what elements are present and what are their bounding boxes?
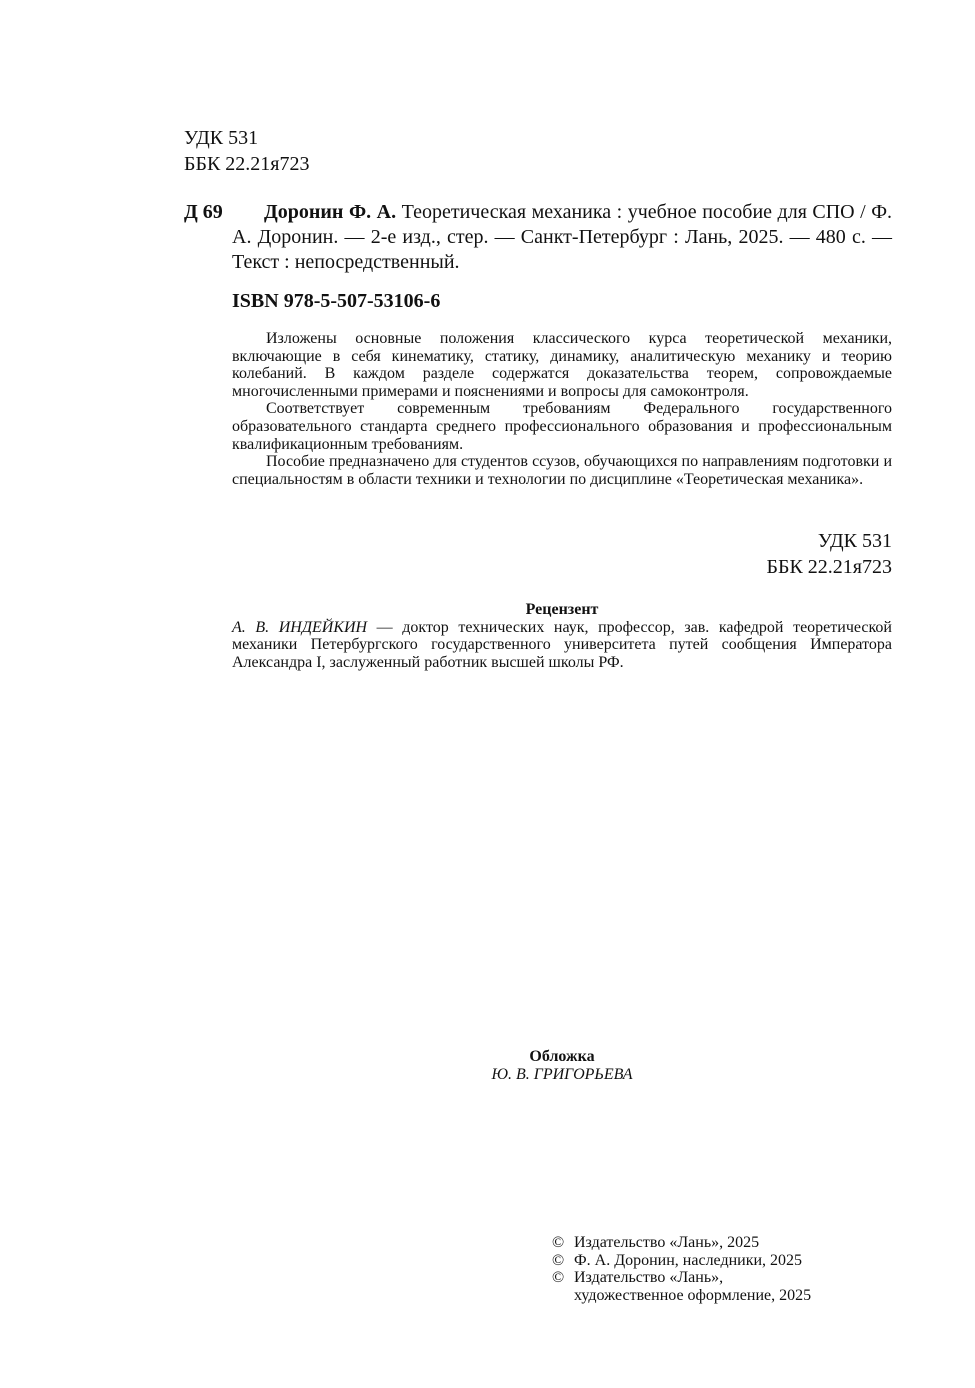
reviewer-description: — доктор технических наук, профессор, зав. кафедрой теоретической механики Петербургского государственного университета путей сообщения Императора Александра I, заслуженный работник высшей школы РФ. [232,618,892,671]
abstract-paragraph: Изложены основные положения классического курса теоретической механики, включающие в себя кинематику, статику, динамику, аналитическую механику и теорию колебаний. В каждом разделе содержатся доказательства теорем, сопровождаемые многочисленными примерами и пояснениями и вопросы для самоконтроля. [232,330,892,400]
abstract [232,330,892,488]
bibliographic-entry [184,200,892,275]
copyright-line [552,1234,882,1252]
cover-designer: Ю. В. ГРИГОРЬЕВА [491,1065,633,1083]
abstract-paragraph: Соответствует современным требованиям Федерального государственного образовательного стандарта среднего профессионального образования и профессиональным квалификационным требованиям. [232,400,892,453]
copyright-text: Ф. А. Доронин, наследники, 2025 [574,1251,803,1269]
cover-heading: Обложка [529,1048,595,1065]
bibliographic-description [232,200,892,275]
udk-code: УДК 531 [184,127,259,149]
reviewer-name: А. В. ИНДЕЙКИН [232,618,368,636]
author-name: Доронин Ф. А. [264,201,397,223]
bbk-code: ББК 22.21я723 [766,556,892,578]
author-sign: Д 69 [184,201,223,223]
copyright-line [552,1269,882,1287]
top-classification [184,125,310,177]
copyright-text-continued: художественное оформление, 2025 [574,1286,812,1304]
copyright-icon: © [552,1269,565,1287]
udk-code: УДК 531 [817,530,892,552]
copyright-text: Издательство «Лань», [574,1269,724,1287]
abstract-paragraph: Пособие предназначено для студентов ссузов, обучающихся по направлениям подготовки и специальностям в области техники и технологии по дисциплине «Теоретическая механика». [232,453,892,488]
copyright-line [552,1252,882,1270]
reviewer-text [232,619,892,672]
bottom-classification [600,528,892,580]
copyright-text: Издательство «Лань», 2025 [574,1234,760,1251]
bbk-code: ББК 22.21я723 [184,153,310,175]
copyright-icon: © [552,1234,565,1251]
copyright-block [552,1234,882,1304]
cover-credit [232,1048,892,1083]
reviewer-block [232,601,892,671]
reviewer-heading: Рецензент [525,601,599,618]
copyright-icon: © [552,1251,565,1269]
isbn: ISBN 978-5-507-53106-6 [232,290,441,312]
description-text: Теоретическая механика : учебное пособие для СПО / Ф. А. Доронин. — 2-е изд., стер. — Санкт-Петербург : Лань, 2025. — 480 с. — Текст : непосредственный. [232,201,893,273]
